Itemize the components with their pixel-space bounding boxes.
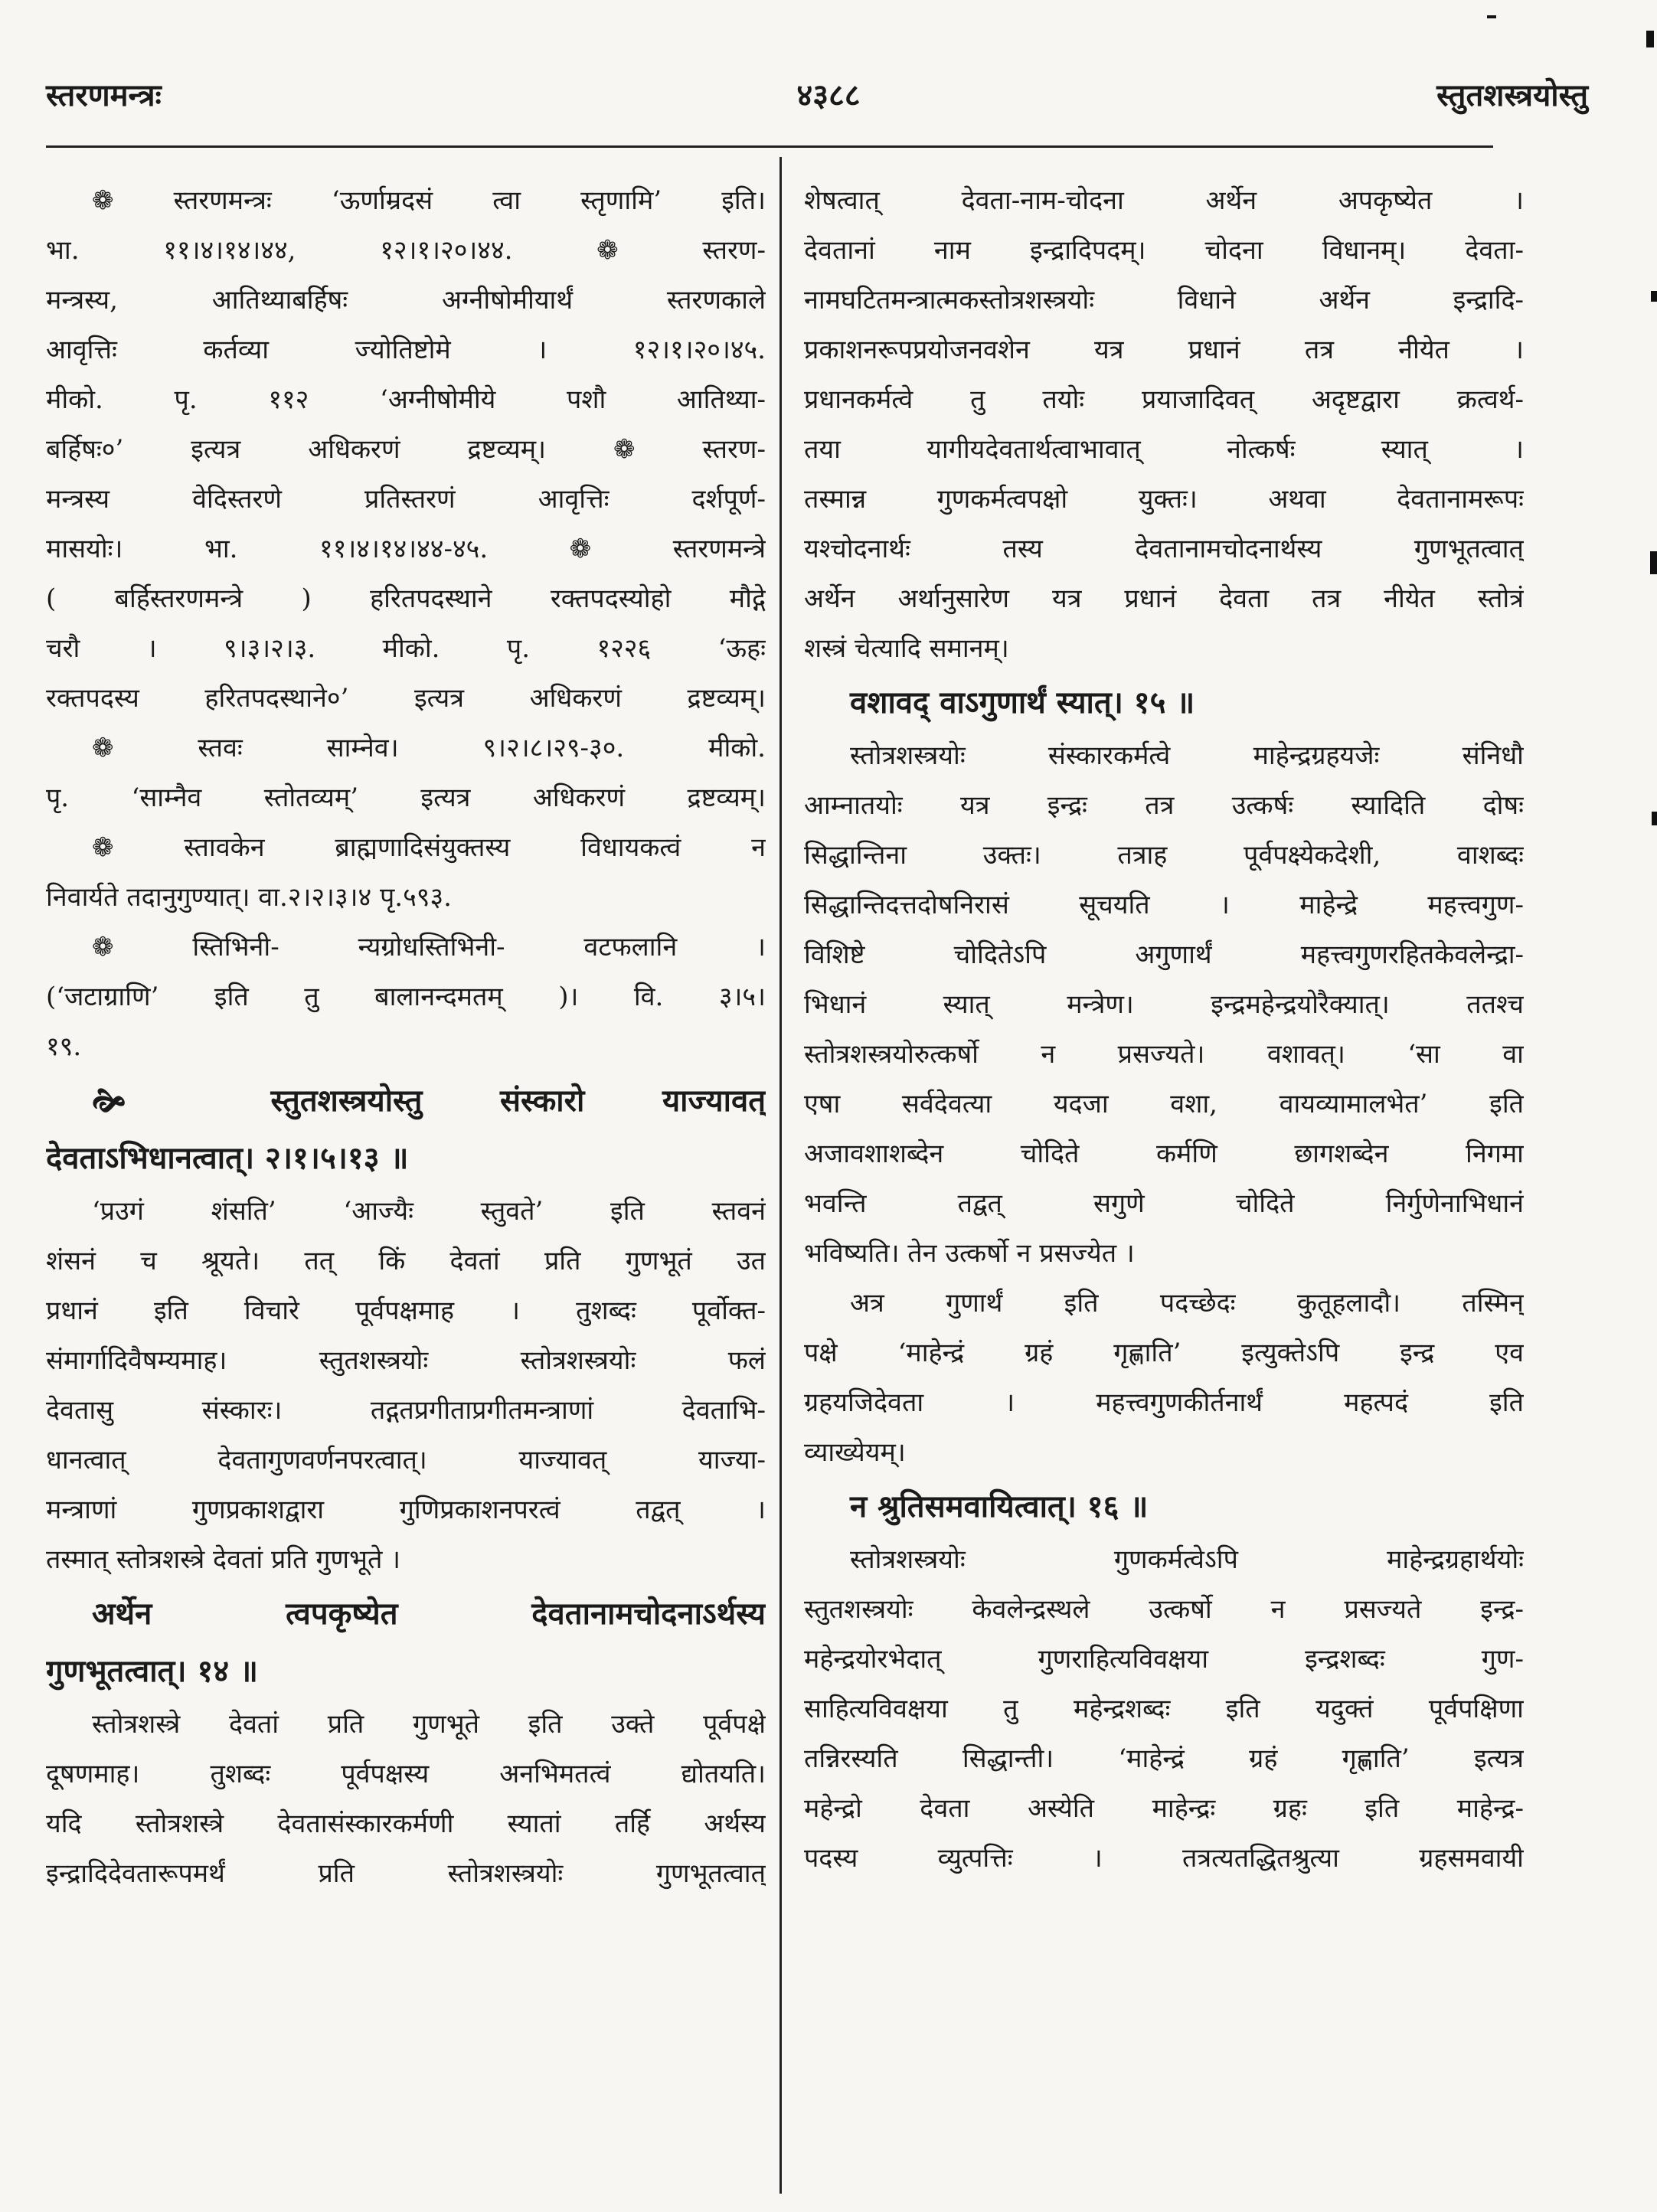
sutra-heading: अर्थेन त्वपकृष्येत देवतानामचोदनाऽर्थस्य bbox=[92, 1596, 766, 1632]
text-line: १९. bbox=[46, 1031, 82, 1062]
sutra-heading: गुणभूतत्वात्। १४ ॥ bbox=[46, 1653, 258, 1689]
text-line: (‘जटाग्राणि’ इति तु बालानन्दमतम् )। वि. ३।५। bbox=[46, 982, 766, 1012]
text-line: तस्मान्न गुणकर्मत्वपक्षो युक्तः। अथवा देवतानामरूपः bbox=[804, 484, 1524, 515]
text-line: सिद्धान्तिदत्तदोषनिरासं सूचयति । माहेन्द्रे महत्त्वगुण- bbox=[804, 890, 1524, 920]
text-line: देवतासु संस्कारः। तद्गतप्रगीताप्रगीतमन्त्राणां देवताभि- bbox=[46, 1395, 766, 1426]
right-column bbox=[804, 176, 1524, 2197]
text-line: भवन्ति तद्वत् सगुणे चोदिते निर्गुणेनाभिधानं bbox=[804, 1188, 1524, 1219]
text-line: अत्र गुणार्थं इति पदच्छेदः कुतूहलादौ। तस्मिन् bbox=[850, 1288, 1524, 1318]
scan-speck bbox=[1652, 812, 1657, 825]
text-line: भा. ११।४।१४।४४, १२।१।२०।४४. ❁ स्तरण- bbox=[46, 235, 766, 266]
text-line: शंसनं च श्रूयते। तत् किं देवतां प्रति गुणभूतं उत bbox=[46, 1246, 766, 1276]
text-line: मन्त्राणां गुणप्रकाशद्वारा गुणिप्रकाशनपरत्वं तद्वत् । bbox=[46, 1495, 766, 1525]
header-rule bbox=[46, 145, 1493, 148]
text-line: ❁ स्तावकेन ब्राह्मणादिसंयुक्तस्य विधायकत्वं न bbox=[92, 832, 766, 863]
text-line: मन्त्रस्य वेदिस्तरणे प्रतिस्तरणं आवृत्तिः दर्शपूर्ण- bbox=[46, 484, 766, 515]
text-line: महेन्द्रो देवता अस्येति माहेन्द्रः ग्रहः इति माहेन्द्र- bbox=[804, 1793, 1524, 1824]
text-line: भविष्यति। तेन उत्कर्षो न प्रसज्येत । bbox=[804, 1238, 1135, 1269]
text-line: प्रधानं इति विचारे पूर्वपक्षमाह । तुशब्दः पूर्वोक्त- bbox=[46, 1296, 766, 1326]
text-line: अजावशाशब्देन चोदिते कर्मणि छागशब्देन निगमा bbox=[804, 1139, 1524, 1169]
text-line: स्तोत्रशस्त्रयोः गुणकर्मत्वेऽपि माहेन्द्रग्रहार्थयोः bbox=[850, 1544, 1524, 1575]
text-line: तस्मात् स्तोत्रशस्त्रे देवतां प्रति गुणभूते । bbox=[46, 1544, 401, 1575]
text-line: ❁ स्तिभिनी- न्यग्रोधस्तिभिनी- वटफलानि । bbox=[92, 932, 766, 962]
text-line: देवतानां नाम इन्द्रादिपदम्। चोदना विधानम्। देवता- bbox=[804, 235, 1524, 266]
text-line: पृ. ‘साम्नैव स्तोतव्यम्’ इत्यत्र अधिकरणं द्रष्टव्यम्। bbox=[46, 783, 766, 813]
text-line: तन्निरस्यति सिद्धान्ती। ‘माहेन्द्रं ग्रहं गृह्णाति’ इत्यत्र bbox=[804, 1743, 1524, 1774]
text-line: भिधानं स्यात् मन्त्रेण। इन्द्रमहेन्द्रयोरैक्यात्। ततश्च bbox=[804, 989, 1524, 1020]
text-line: महेन्द्रयोरभेदात् गुणराहित्यविवक्षया इन्द्रशब्दः गुण- bbox=[804, 1644, 1524, 1675]
sutra-heading: न श्रुतिसमवायित्वात्। १६ ॥ bbox=[850, 1488, 1149, 1524]
text-line: ‘प्रउगं शंसति’ ‘आज्यैः स्तुवते’ इति स्तवनं bbox=[92, 1196, 766, 1227]
text-line: आवृत्तिः कर्तव्या ज्योतिष्टोमे । १२।१।२०।४५. bbox=[46, 335, 766, 365]
text-line: शस्त्रं चेत्यादि समानम्। bbox=[804, 633, 1009, 664]
column-divider bbox=[779, 157, 782, 2194]
text-line: स्तोत्रशस्त्रे देवतां प्रति गुणभूते इति उक्ते पूर्वपक्षे bbox=[92, 1709, 766, 1740]
text-line: अर्थेन अर्थानुसारेण यत्र प्रधानं देवता तत्र नीयेत स्तोत्रं bbox=[804, 583, 1524, 614]
text-line: विशिष्टे चोदितेऽपि अगुणार्थं महत्त्वगुणरहितकेवलेन्द्रा- bbox=[804, 939, 1524, 970]
scan-speck bbox=[1650, 551, 1657, 574]
text-line: शेषत्वात् देवता-नाम-चोदना अर्थेन अपकृष्येत । bbox=[804, 185, 1524, 216]
sutra-heading: वशावद् वाऽगुणार्थं स्यात्। १५ ॥ bbox=[850, 685, 1195, 720]
text-line: दूषणमाह। तुशब्दः पूर्वपक्षस्य अनभिमतत्वं द्योतयति। bbox=[46, 1759, 766, 1789]
scan-speck bbox=[1651, 291, 1657, 302]
text-line: साहित्यविवक्षया तु महेन्द्रशब्दः इति यदुक्तं पूर्वपक्षिणा bbox=[804, 1694, 1524, 1724]
text-line: पक्षे ‘माहेन्द्रं ग्रहं गृह्णाति’ इत्युक्तेऽपि इन्द्र एव bbox=[804, 1338, 1524, 1368]
text-line: बर्हिषः०’ इत्यत्र अधिकरणं द्रष्टव्यम्। ❁ स्तरण- bbox=[46, 434, 766, 465]
text-line: तया यागीयदेवतार्थत्वाभावात् नोत्कर्षः स्यात् । bbox=[804, 434, 1524, 465]
sutra-heading: देवताऽभिधानत्वात्। २।१।५।१३ ॥ bbox=[46, 1140, 409, 1176]
text-line: स्तोत्रशस्त्रयोरुत्कर्षो न प्रसज्यते। वशावत्। ‘सा वा bbox=[804, 1039, 1524, 1070]
text-line: चरौ । ९।३।२।३. मीको. पृ. १२२६ ‘ऊहः bbox=[46, 633, 766, 664]
text-line: ( बर्हिस्तरणमन्त्रे ) हरितपदस्थाने रक्तपदस्योहो मौद्गे bbox=[46, 583, 766, 614]
left-column bbox=[46, 176, 766, 2197]
text-line: ❁ स्तवः साम्नेव। ९।२।८।२९-३०. मीको. bbox=[92, 733, 766, 763]
text-line: मीको. पृ. ११२ ‘अग्नीषोमीये पशौ आतिथ्या- bbox=[46, 384, 766, 415]
text-line: रक्तपदस्य हरितपदस्थाने०’ इत्यत्र अधिकरणं द्रष्टव्यम्। bbox=[46, 683, 766, 714]
text-line: यदि स्तोत्रशस्त्रे देवतासंस्कारकर्मणी स्यातां तर्हि अर्थस्य bbox=[46, 1808, 766, 1839]
page-number: ४३८८ bbox=[796, 77, 861, 113]
text-line: स्तुतशस्त्रयोः केवलेन्द्रस्थले उत्कर्षो न प्रसज्यते इन्द्र- bbox=[804, 1594, 1524, 1625]
text-line: स्तोत्रशस्त्रयोः संस्कारकर्मत्वे माहेन्द्रग्रहयजेः संनिधौ bbox=[850, 740, 1524, 771]
running-header-left: स्तरणमन्त्रः bbox=[46, 77, 162, 113]
text-line: प्रकाशनरूपप्रयोजनवशेन यत्र प्रधानं तत्र नीयेत । bbox=[804, 335, 1524, 365]
text-line: निवार्यते तदानुगुण्यात्। वा.२।२।३।४ पृ.५९३. bbox=[46, 882, 452, 913]
text-line: नामघटितमन्त्रात्मकस्तोत्रशस्त्रयोः विधाने अर्थेन इन्द्रादि- bbox=[804, 285, 1524, 315]
text-line: मन्त्रस्य, आतिथ्याबर्हिषः अग्नीषोमीयार्थं स्तरणकाले bbox=[46, 285, 766, 315]
text-line: ग्रहयजिदेवता । महत्त्वगुणकीर्तनार्थं महत्पदं इति bbox=[804, 1387, 1524, 1418]
scan-speck bbox=[1487, 15, 1496, 18]
text-line: संमार्गादिवैषम्यमाह। स्तुतशस्त्रयोः स्तोत्रशस्त्रयोः फलं bbox=[46, 1345, 766, 1376]
text-line: आम्नातयोः यत्र इन्द्रः तत्र उत्कर्षः स्यादिति दोषः bbox=[804, 790, 1524, 821]
text-line: मासयोः। भा. ११।४।१४।४४-४५. ❁ स्तरणमन्त्रे bbox=[46, 534, 766, 564]
text-line: यश्चोदनार्थः तस्य देवतानामचोदनार्थस्य गुणभूतत्वात् bbox=[804, 534, 1524, 564]
text-line: पदस्य व्युत्पत्तिः । तत्रत्यतद्धितश्रुत्या ग्रहसमवायी bbox=[804, 1843, 1524, 1874]
sutra-heading: 🙞 स्तुतशस्त्रयोस्तु संस्कारो याज्यावत् bbox=[92, 1083, 766, 1119]
text-line: सिद्धान्तिना उक्तः। तत्राह पूर्वपक्ष्येकदेशी, वाशब्दः bbox=[804, 840, 1524, 871]
text-line: प्रधानकर्मत्वे तु तयोः प्रयाजादिवत् अदृष्टद्वारा क्रत्वर्थ- bbox=[804, 384, 1524, 415]
text-line: इन्द्रादिदेवतारूपमर्थं प्रति स्तोत्रशस्त्रयोः गुणभूतत्वात् bbox=[46, 1858, 766, 1889]
running-header-right: स्तुतशस्त्रयोस्तु bbox=[1436, 77, 1588, 113]
scan-speck bbox=[1646, 31, 1654, 47]
text-line: एषा सर्वदेवत्या यदजा वशा, वायव्यामालभेत’ इति bbox=[804, 1089, 1524, 1119]
text-line: ❁ स्तरणमन्त्रः ‘ऊर्णाम्रदसं त्वा स्तृणामि’ इति। bbox=[92, 185, 766, 216]
text-line: व्याख्येयम्। bbox=[804, 1437, 906, 1468]
text-line: धानत्वात् देवतागुणवर्णनपरत्वात्। याज्यावत् याज्या- bbox=[46, 1445, 766, 1475]
